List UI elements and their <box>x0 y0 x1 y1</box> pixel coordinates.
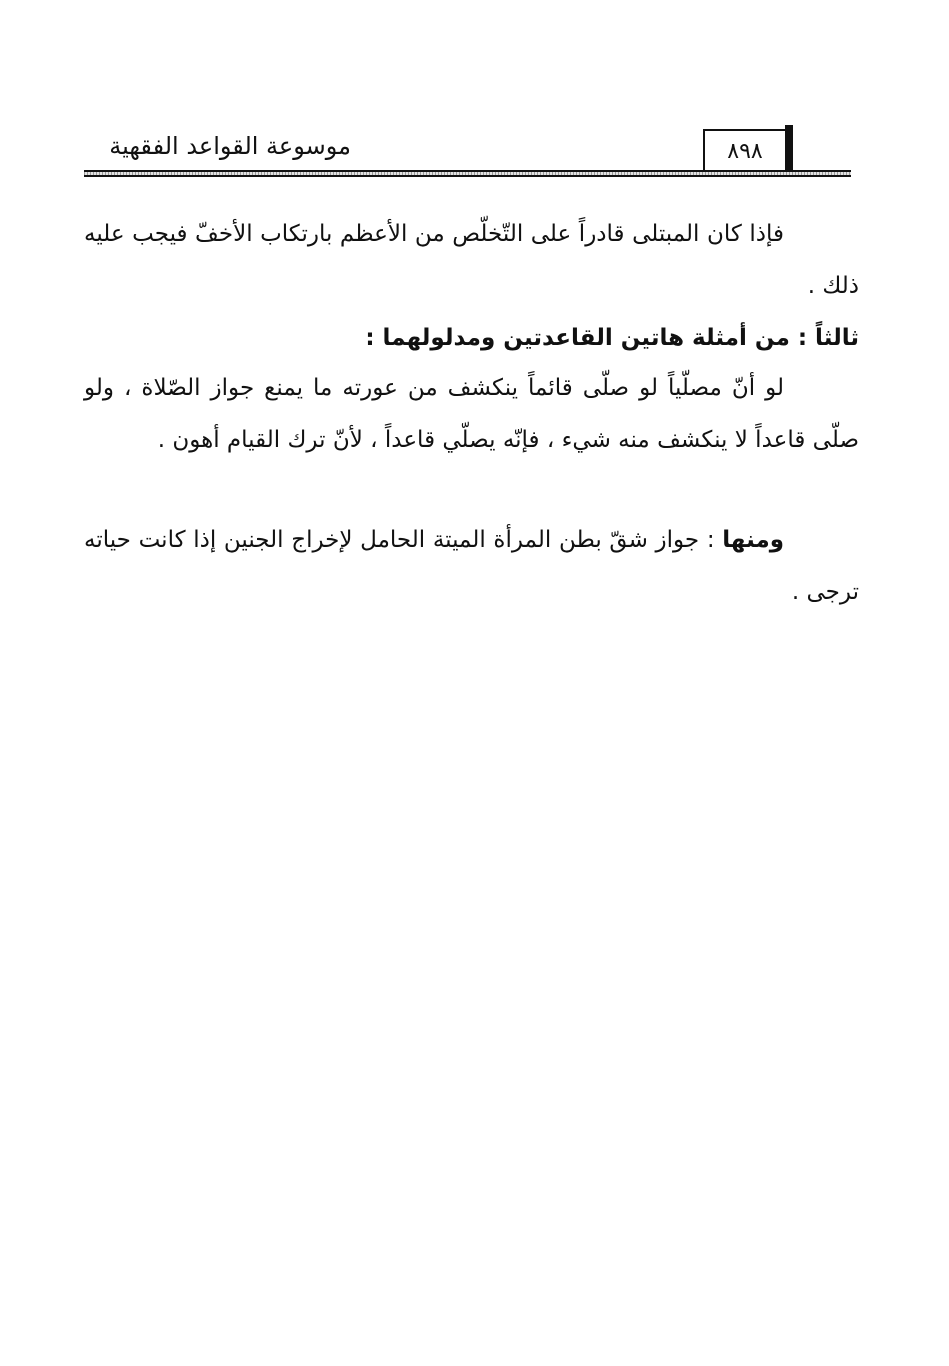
paragraph-3-block <box>84 514 859 618</box>
page-number-box <box>703 129 787 171</box>
paragraph-3 <box>84 514 859 618</box>
paragraph-3-lead: ومنها <box>722 527 784 553</box>
page-number: ٨٩٨ <box>727 138 763 164</box>
paragraph-2: لو أنّ مصلّياً لو صلّى قائماً ينكشف من عورته ما يمنع جواز الصّلاة ، ولو صلّى قاعداً لا ينكشف منه شيء ، فإنّه يصلّي قاعداً ، لأنّ ترك القيام أهون . <box>84 375 859 453</box>
running-title: موسوعة القواعد الفقهية <box>109 132 351 160</box>
paragraph-3-text: : جواز شقّ بطن المرأة الميتة الحامل لإخراج الجنين إذا كانت حياته ترجى . <box>84 527 859 605</box>
section-heading-block <box>84 312 859 364</box>
paragraph-1-block <box>84 208 859 312</box>
header-rule <box>84 170 851 177</box>
paragraph-2-block <box>84 362 859 466</box>
paragraph-1: فإذا كان المبتلى قادراً على التّخلّص من الأعظم بارتكاب الأخفّ فيجب عليه ذلك . <box>84 221 859 299</box>
section-heading: ثالثاً : من أمثلة هاتين القاعدتين ومدلولهما : <box>365 325 859 351</box>
